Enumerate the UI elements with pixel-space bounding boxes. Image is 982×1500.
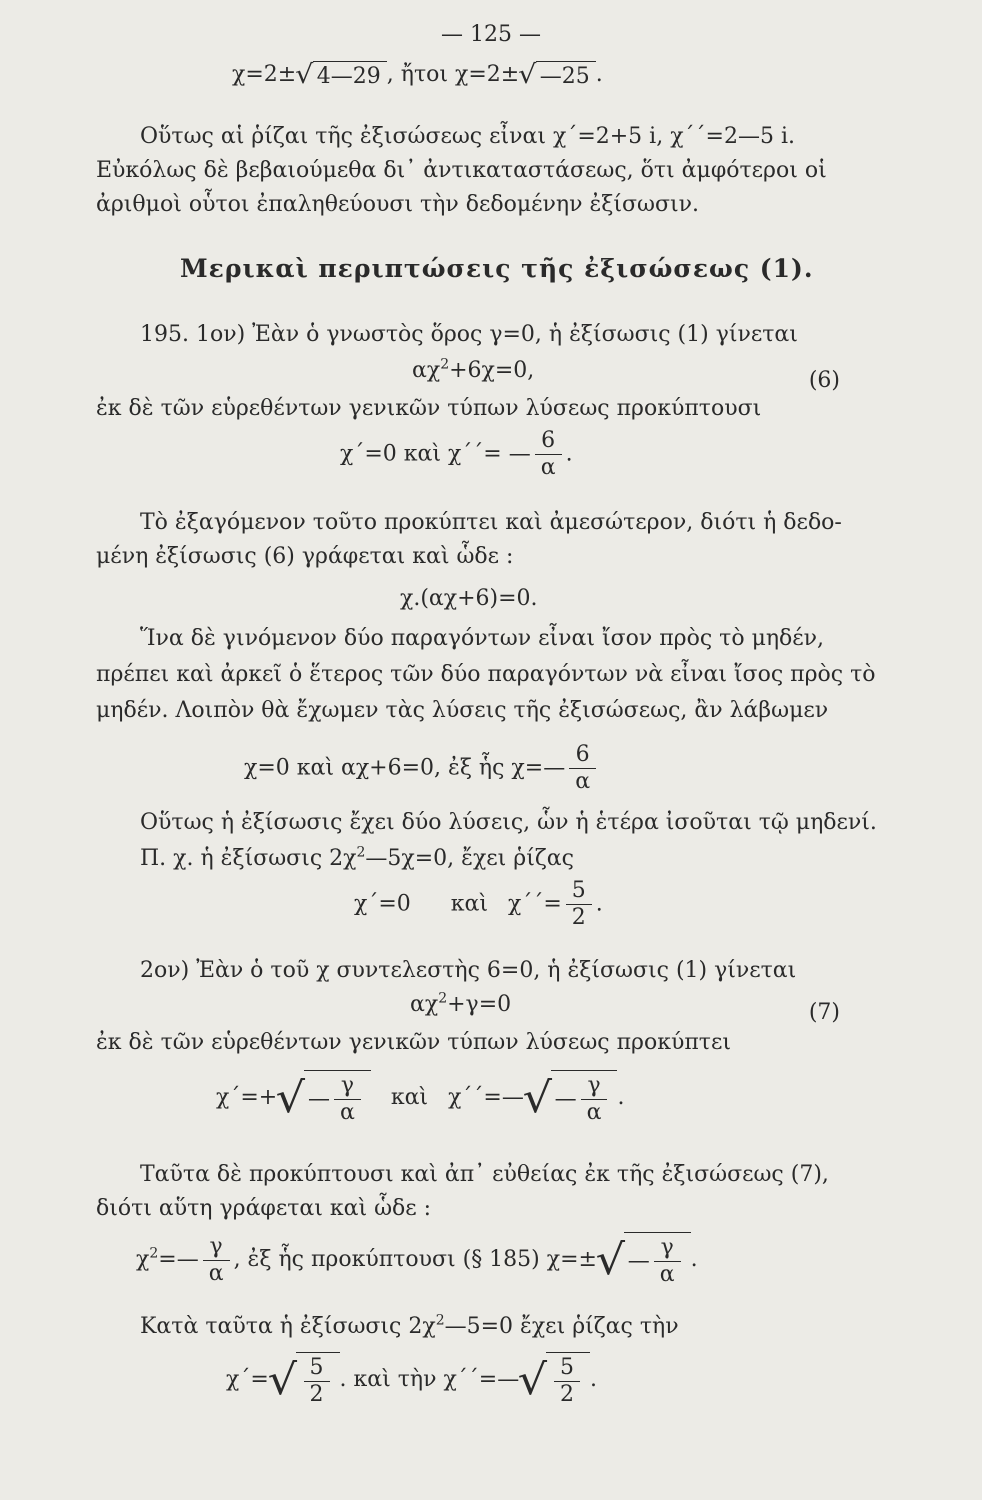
text-line: διότι αὕτη γράφεται καὶ ὧδε : (96, 1196, 432, 1221)
fraction: $\frac{5}{2}$ (566, 878, 592, 931)
sqrt-sign: √ — $\frac{\gamma}{\alpha}$ (597, 1232, 691, 1288)
equation-7: $\alpha\chi^2+\gamma=0$ (410, 990, 512, 1017)
text-line: μηδέν. Λοιπὸν θὰ ἔχωμεν τὰς λύσεις τῆς ἐξισώσεως, ἂν λάβωμεν (96, 698, 829, 723)
equation-factored: χ.(αχ+6)=0. (400, 586, 538, 611)
equation-6: $\alpha\chi^2+6\chi=0$, (412, 356, 535, 383)
section-heading: Μερικαὶ περιπτώσεις τῆς ἐξισώσεως (1). (180, 254, 814, 283)
equation-number: (6) (808, 368, 840, 393)
equation-chi-squared: $\chi^2=—$ $\frac{\gamma}{\alpha}$ , ἐξ ἧς προκύπτουσι (§ 185) χ=±√ — $\frac{\gamma}{\alpha}$ . (136, 1233, 698, 1287)
fraction: $\frac{\gamma}{\alpha}$ (203, 1234, 230, 1287)
equation-roots-6: χ΄=0 καὶ χ΄΄= — $\frac{6}{\alpha}$ . (340, 428, 573, 480)
text-line: 2ον) Ἐὰν ὁ τοῦ χ συντελεστὴς 6=0, ἡ ἐξίσωσις (1) γίνεται (140, 958, 797, 983)
text-line: Τὸ ἐξαγόμενον τοῦτο προκύπτει καὶ ἀμεσώτερον, διότι ἡ δεδο- (140, 510, 842, 535)
sqrt-sign: √ $\frac{5}{2}$ (269, 1352, 340, 1408)
sqrt-sign: √ —25 (519, 60, 596, 90)
equation-example-roots-2: χ΄=√ $\frac{5}{2}$ . καὶ τὴν χ΄΄=—√ $\frac{5}{2}$ . (226, 1352, 597, 1408)
fraction: $\frac{6}{\alpha}$ (535, 428, 562, 481)
equation-number: (7) (808, 1000, 840, 1025)
sqrt-sign: √ $\frac{5}{2}$ (519, 1352, 590, 1408)
text-line: Ἵνα δὲ γινόμενον δύο παραγόντων εἶναι ἴσον πρὸς τὸ μηδέν, (140, 626, 825, 651)
sqrt-sign: √ — $\frac{\gamma}{\alpha}$ (524, 1070, 618, 1126)
sqrt-sign: √ 4—29 (296, 60, 387, 90)
equation-example-roots: χ΄=0 καὶ χ΄΄= $\frac{5}{2}$ . (354, 878, 603, 930)
text-line: Ταῦτα δὲ προκύπτουσι καὶ ἀπ᾽ εὐθείας ἐκ τῆς ἐξισώσεως (7), (140, 1162, 829, 1187)
text-line: ἐκ δὲ τῶν εὑρεθέντων γενικῶν τύπων λύσεως προκύπτουσι (96, 396, 762, 421)
sqrt-sign: √ — $\frac{\gamma}{\alpha}$ (277, 1070, 371, 1126)
equation-roots-radical: χ=2±√ 4—29 , ἤτοι χ=2±√ —25 . (232, 60, 603, 90)
page-number: — 125 — (441, 22, 541, 47)
text-line: μένη ἐξίσωσις (6) γράφεται καὶ ὧδε : (96, 544, 514, 569)
fraction: $\frac{6}{\alpha}$ (569, 742, 596, 795)
equation-roots-7: χ΄=+√ — $\frac{\gamma}{\alpha}$ καὶ χ΄΄=—√ — $\frac{\gamma}{\alpha}$ . (216, 1070, 624, 1126)
text-line: Π. χ. ἡ ἐξίσωσις $2\chi^2—5\chi=0$, ἔχει ῥίζας (140, 844, 574, 871)
text-line: ἐκ δὲ τῶν εὑρεθέντων γενικῶν τύπων λύσεως προκύπτει (96, 1030, 731, 1055)
text-line: Οὕτως αἱ ῥίζαι τῆς ἐξισώσεως εἶναι χ΄=2+5 i, χ΄΄=2—5 i. (140, 124, 795, 149)
equation-solutions: χ=0 καὶ αχ+6=0, ἐξ ἧς χ=— $\frac{6}{\alpha}$ (244, 742, 600, 795)
text-line: 195. 1ον) Ἐὰν ὁ γνωστὸς ὅρος γ=0, ἡ ἐξίσωσις (1) γίνεται (140, 322, 798, 347)
text-line: Κατὰ ταῦτα ἡ ἐξίσωσις $2\chi^2—5=0$ ἔχει ῥίζας τὴν (140, 1312, 679, 1339)
text-line: Εὐκόλως δὲ βεβαιούμεθα δι᾽ ἀντικαταστάσεως, ὅτι ἀμφότεροι οἱ (96, 158, 827, 183)
text-line: ἀριθμοὶ οὗτοι ἐπαληθεύουσι τὴν δεδομένην ἐξίσωσιν. (96, 192, 699, 217)
text-line: πρέπει καὶ ἀρκεῖ ὁ ἕτερος τῶν δύο παραγόντων νὰ εἶναι ἴσος πρὸς τὸ (96, 662, 876, 687)
text-line: Οὕτως ἡ ἐξίσωσις ἔχει δύο λύσεις, ὧν ἡ ἑτέρα ἰσοῦται τῷ μηδενί. (140, 810, 877, 835)
